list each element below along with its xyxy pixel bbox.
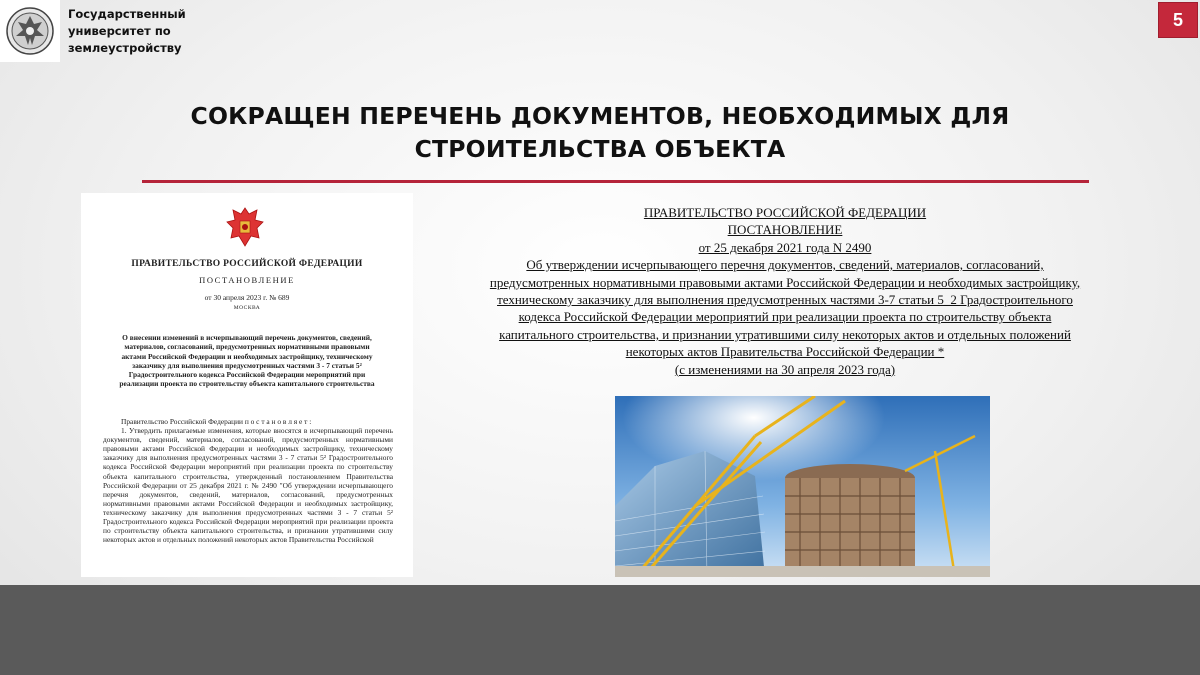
decree-line-text: ПРАВИТЕЛЬСТВО РОССИЙСКОЙ ФЕДЕРАЦИИ [643, 205, 927, 220]
university-name-line: университет по [68, 24, 171, 38]
scan-intro: Правительство Российской Федерации п о с т а н о в л я е т : [121, 417, 312, 426]
university-name-line: землеустройству [68, 41, 182, 55]
scan-city: МОСКВА [233, 305, 261, 311]
decree-line [440, 204, 1130, 221]
decree-line-text: предусмотренных нормативными правовыми актами Российской Федерации и необходимых застройщику, [489, 274, 1081, 290]
slide-title [100, 100, 1100, 166]
decree-line [440, 291, 1130, 308]
decree-line-text: (с изменениями на 30 апреля 2023 года) [674, 361, 896, 377]
scan-date: от 30 апреля 2023 г. № 689 [204, 293, 290, 302]
title-divider [142, 180, 1089, 183]
decree-line [440, 343, 1130, 360]
page-number: 5 [1158, 2, 1198, 38]
scanned-decree-page [81, 193, 413, 577]
scan-heading: О внесении изменений в исчерпывающий перечень документов, сведений, материалов, согласований, предусмотренных нормативными правовыми актами Российской Федерации и необходимых застройщику, техническому заказчику для выполнения предусмотренных частями 3 - 7 статьи 5² Градостроительного кодекса Российской Федерации мероприятий при реализации проекта по строительству объекта капитального строительства [119, 333, 375, 389]
decree-line [440, 326, 1130, 343]
decree-text [440, 204, 1130, 378]
scan-doc-type: ПОСТАНОВЛЕНИЕ [199, 275, 295, 285]
university-name-line: Государственный [68, 7, 186, 21]
university-name [68, 6, 208, 57]
slide-title-line: СОКРАЩЕН ПЕРЕЧЕНЬ ДОКУМЕНТОВ, НЕОБХОДИМЫХ ДЛЯ [190, 102, 1010, 130]
decree-line-text: ПОСТАНОВЛЕНИЕ [727, 222, 843, 238]
decree-line-text: кодекса Российской Федерации мероприятий при реализации проекта по строительству объекта [518, 309, 1052, 325]
decree-line [440, 361, 1130, 378]
scan-body [103, 417, 393, 544]
decree-line-text: некоторых актов Правительства Российской Федерации * [625, 344, 945, 360]
university-logo [0, 0, 60, 62]
construction-site-photo-icon [615, 396, 990, 577]
decree-line [440, 308, 1130, 325]
decree-line [440, 256, 1130, 273]
decree-line-text: капитального строительства, и признании утратившими силу некоторых актов и отдельных положений [499, 326, 1071, 342]
decree-line-text: Об утверждении исчерпывающего перечня документов, сведений, материалов, согласований, [526, 257, 1044, 273]
scan-government: ПРАВИТЕЛЬСТВО РОССИЙСКОЙ ФЕДЕРАЦИИ [131, 259, 363, 269]
bottom-band [0, 585, 1200, 675]
scan-paragraph: 1. Утвердить прилагаемые изменения, которые вносятся в исчерпывающий перечень документов, сведений, материалов, согласований, предусмотренных нормативными правовыми актами Российской Федерации и необходимых застройщику, техническому заказчику для выполнения предусмотренных частями 3 - 7 статьи 5² Градостроительного кодекса Российской Федерации мероприятий при реализации проекта по строительству объекта капитального строительства, утвержденный постановлением Правительства Российской Федерации от 25 декабря 2021 г. № 2490 "Об утверждении исчерпывающего перечня документов, сведений, материалов, согласований, предусмотренных нормативными правовыми актами Российской Федерации и необходимых застройщику, техническому заказчику для выполнения предусмотренных частями 3 - 7 статьи 5² Градостроительного кодекса Российской Федерации мероприятий при реализации проекта по строительству объекта капитального строительства, и признании утратившими силу некоторых актов и отдельных положений некоторых актов Правительства Российской [103, 426, 393, 545]
decree-line [440, 274, 1130, 291]
russian-coat-of-arms-icon [225, 206, 265, 248]
decree-line-text: техническому заказчику для выполнения предусмотренных частями 3-7 статьи 5_2 Градостроительного [497, 292, 1073, 308]
decree-line-text: от 25 декабря 2021 года N 2490 [698, 239, 872, 255]
decree-line [440, 239, 1130, 256]
university-crest-icon [4, 4, 56, 58]
decree-line [440, 221, 1130, 238]
construction-site-photo [615, 396, 990, 577]
slide-title-line: СТРОИТЕЛЬСТВА ОБЪЕКТА [414, 135, 786, 163]
